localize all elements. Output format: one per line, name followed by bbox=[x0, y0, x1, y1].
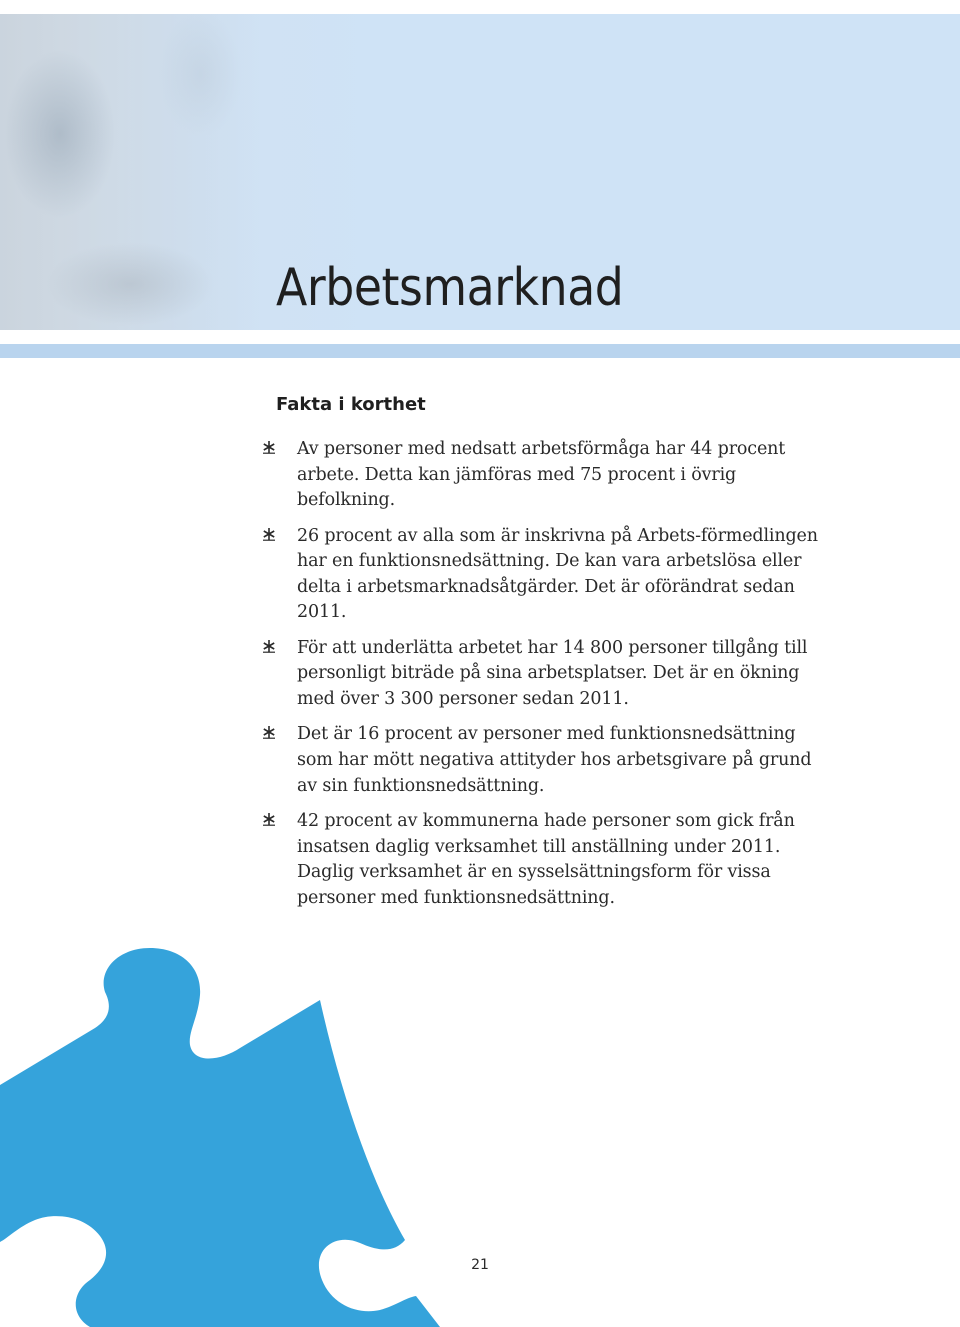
fact-list bbox=[262, 437, 822, 911]
fact-item bbox=[262, 524, 822, 626]
fact-text: Av personer med nedsatt arbetsförmåga har 44 procent arbete. Detta kan jämföras med 75 procent i övrig befolkning. bbox=[297, 439, 786, 511]
fact-text: Det är 16 procent av personer med funktionsnedsättning som har mött negativa attityder hos arbetsgivare på grund av sin funktionsnedsättning. bbox=[297, 724, 812, 796]
fact-item bbox=[262, 636, 822, 713]
chapter-title: Arbetsmarknad bbox=[276, 258, 624, 318]
fact-text: 42 procent av kommunerna hade personer som gick från insatsen daglig verksamhet till anställning under 2011. Daglig verksamhet är en sysselsättningsform för vissa personer med funktionsnedsättning. bbox=[297, 810, 795, 908]
fact-item bbox=[262, 722, 822, 799]
fact-text: För att underlätta arbetet har 14 800 personer tillgång till personligt biträde på sina arbetsplatser. Det är en ökning med över 3 300 personer sedan 2011. bbox=[297, 637, 808, 709]
asterisk-icon bbox=[262, 812, 276, 826]
asterisk-icon bbox=[262, 725, 276, 739]
banner-rule bbox=[0, 344, 960, 358]
asterisk-icon bbox=[262, 440, 276, 454]
asterisk-icon bbox=[262, 527, 276, 541]
page-number: 21 bbox=[471, 1257, 489, 1273]
asterisk-icon bbox=[262, 639, 276, 653]
puzzle-piece-icon bbox=[0, 940, 470, 1327]
fact-heading: Fakta i korthet bbox=[276, 394, 426, 415]
top-margin bbox=[0, 0, 960, 14]
fact-item bbox=[262, 437, 822, 514]
fact-text: 26 procent av alla som är inskrivna på Arbets-förmedlingen har en funktionsnedsättning. De kan vara arbetslösa eller delta i arbetsmarknadsåtgärder. Det är oförändrat sedan 2011. bbox=[297, 525, 818, 623]
banner-photo bbox=[0, 14, 260, 330]
fact-item bbox=[262, 809, 822, 911]
